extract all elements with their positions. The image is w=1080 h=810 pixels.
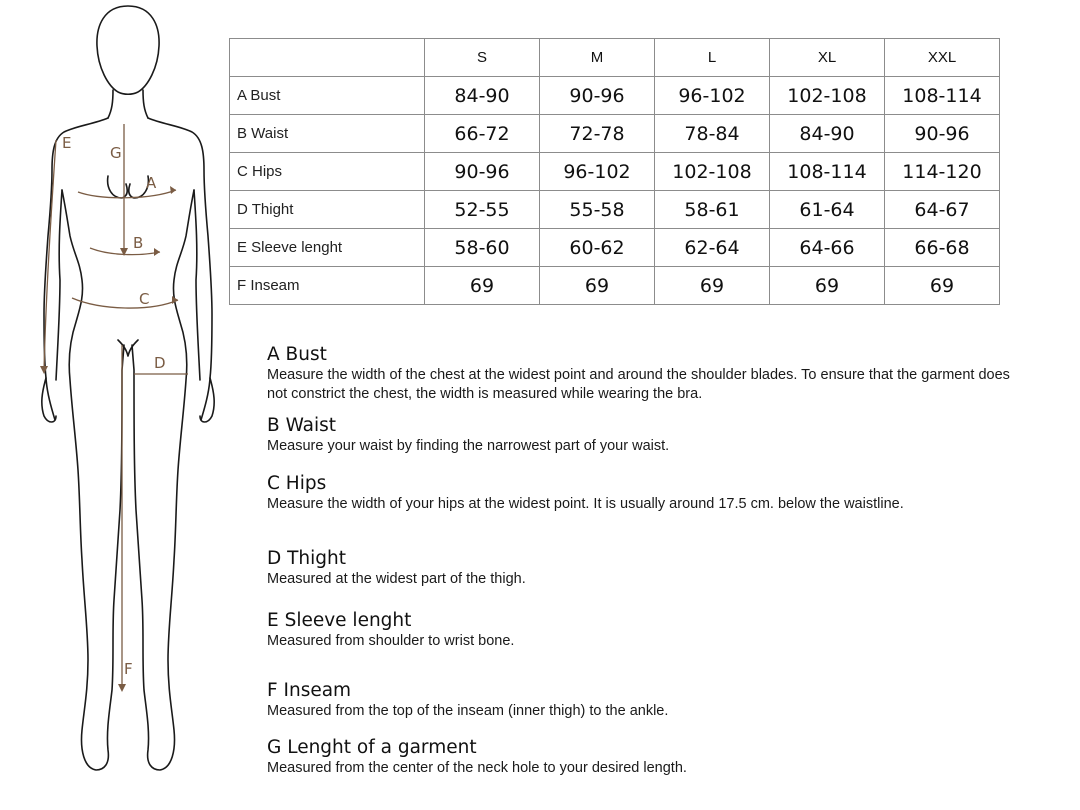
table-cell: 90-96 [885,115,1000,153]
description-hips [267,473,1027,514]
table-row-hips [230,153,1000,191]
description-sleeve [267,610,1027,651]
inseam-arrowhead [118,684,126,692]
description-text: Measure your waist by finding the narrowest part of your waist. [267,438,670,454]
table-cell: 62-64 [655,229,770,267]
figure-label-a: A [146,174,157,192]
table-cell: 69 [655,267,770,305]
table-row-thigh [230,191,1000,229]
figure-label-f: F [124,660,133,678]
sleeve-measure-line [44,140,56,370]
table-cell: 69 [885,267,1000,305]
row-label: D Thight [230,191,425,229]
waist-arrowhead [154,248,160,256]
description-bust [267,344,1027,404]
row-label: A Bust [230,77,425,115]
table-cell: 60-62 [540,229,655,267]
description-title: A Bust [267,344,327,365]
description-text: Measure the width of your hips at the widest point. It is usually around 17.5 cm. below the waistline. [267,496,904,512]
arm-left-inner [56,190,62,380]
table-cell: 114-120 [885,153,1000,191]
size-chart-table [229,38,1000,305]
size-header-m: M [540,39,655,77]
head-outline [97,6,159,94]
table-cell: 52-55 [425,191,540,229]
torso-left-outline [44,118,124,770]
figure-label-e: E [62,134,72,152]
description-text: Measured from the top of the inseam (inner thigh) to the ankle. [267,703,669,719]
description-title: C Hips [267,473,327,494]
hips-measure-line [72,298,178,308]
size-header-xxl: XXL [885,39,1000,77]
table-cell: 69 [770,267,885,305]
table-row-waist [230,115,1000,153]
table-cell: 66-68 [885,229,1000,267]
description-garment-length [267,737,1027,778]
table-cell: 58-61 [655,191,770,229]
table-cell: 102-108 [655,153,770,191]
description-waist [267,415,1027,456]
table-cell: 90-96 [540,77,655,115]
table-cell: 69 [425,267,540,305]
description-title: F Inseam [267,680,352,701]
figure-label-c: C [139,290,150,308]
table-cell: 108-114 [770,153,885,191]
table-cell: 64-66 [770,229,885,267]
table-corner-cell [230,39,425,77]
table-cell: 61-64 [770,191,885,229]
table-cell: 90-96 [425,153,540,191]
figure-label-d: D [154,354,166,372]
description-text: Measure the width of the chest at the widest point and around the shoulder blades. To ensure that the garment does not constrict the chest, the width is measured while wearing the bra. [267,367,1010,402]
row-label: C Hips [230,153,425,191]
description-title: D Thight [267,548,347,569]
figure-label-g: G [110,144,122,162]
row-label: B Waist [230,115,425,153]
row-label: E Sleeve lenght [230,229,425,267]
description-text: Measured at the widest part of the thigh. [267,571,526,587]
torso-right-outline [132,118,212,770]
sleeve-arrowhead [40,366,48,374]
table-cell: 69 [540,267,655,305]
table-cell: 66-72 [425,115,540,153]
size-header-row [230,39,1000,77]
description-title: B Waist [267,415,337,436]
table-cell: 78-84 [655,115,770,153]
table-cell: 84-90 [770,115,885,153]
description-title: E Sleeve lenght [267,610,412,631]
table-cell: 102-108 [770,77,885,115]
table-cell: 84-90 [425,77,540,115]
table-cell: 72-78 [540,115,655,153]
size-header-s: S [425,39,540,77]
table-cell: 58-60 [425,229,540,267]
table-cell: 96-102 [655,77,770,115]
crotch-line [118,340,138,356]
description-thigh [267,548,1027,589]
table-cell: 55-58 [540,191,655,229]
table-row-bust [230,77,1000,115]
description-title: G Lenght of a garment [267,737,477,758]
description-inseam [267,680,1027,721]
table-row-sleeve [230,229,1000,267]
table-cell: 96-102 [540,153,655,191]
body-measurement-figure [0,0,230,810]
table-cell: 108-114 [885,77,1000,115]
size-header-xl: XL [770,39,885,77]
table-cell: 64-67 [885,191,1000,229]
bust-arrowhead [170,186,176,194]
arm-right-inner [194,190,200,380]
table-row-inseam [230,267,1000,305]
description-text: Measured from the center of the neck hole to your desired length. [267,760,687,776]
row-label: F Inseam [230,267,425,305]
description-text: Measured from shoulder to wrist bone. [267,633,515,649]
size-header-l: L [655,39,770,77]
figure-label-b: B [133,234,144,252]
